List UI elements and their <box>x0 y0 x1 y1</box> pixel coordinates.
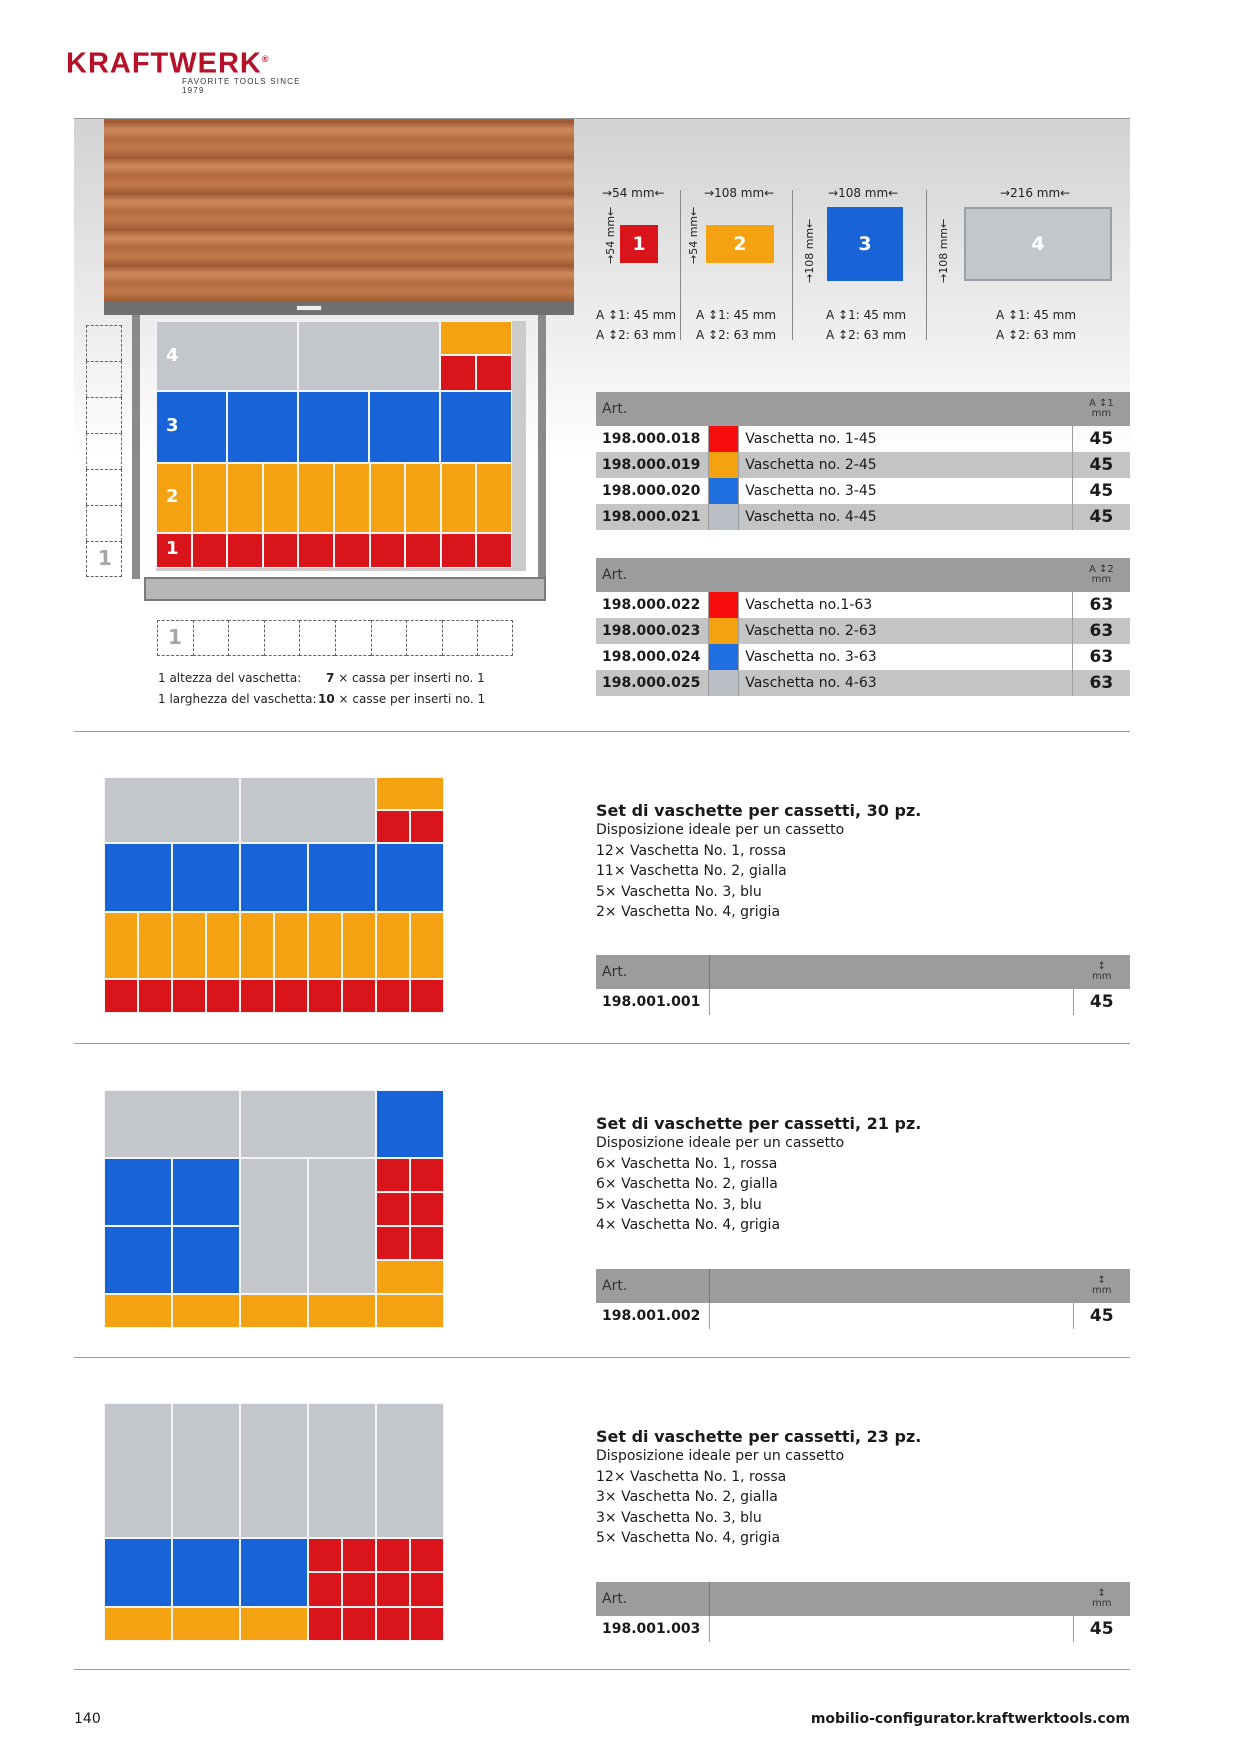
header-height: A ↕1 mm <box>1072 392 1130 426</box>
set-line: 12× Vaschetta No. 1, rossa <box>596 1468 787 1485</box>
set-3-layout <box>104 1403 446 1641</box>
registered-mark: ® <box>261 54 270 64</box>
drawer-layout-diagram <box>156 321 526 571</box>
set-line: 5× Vaschetta No. 3, blu <box>596 1196 762 1213</box>
bin-width-label: →54 mm← <box>602 186 665 200</box>
bin-3-swatch: 3 <box>827 207 903 281</box>
article-table-45 <box>596 392 1130 530</box>
bin-a1: A ↕1: 45 mm <box>996 308 1077 322</box>
workbench-top-image <box>104 119 574 301</box>
brand-name: KRAFTWERK <box>66 47 262 80</box>
set-2-table: Art. ↕ mm 198.001.002 45 <box>596 1269 1130 1329</box>
bin-a2: A ↕2: 63 mm <box>826 328 907 342</box>
set-1-info <box>596 801 1130 923</box>
article-table-63 <box>596 558 1130 696</box>
set-line: 11× Vaschetta No. 2, gialla <box>596 863 787 880</box>
set-line: 5× Vaschetta No. 4, grigia <box>596 1530 781 1547</box>
set-1-layout <box>104 777 446 1015</box>
set-2-info <box>596 1114 1130 1236</box>
cabinet-side <box>538 315 546 579</box>
set-1-table: Art. ↕ mm 198.001.001 45 <box>596 955 1130 1015</box>
header-height: A ↕2 mm <box>1072 558 1130 592</box>
note-height-count: 7 <box>326 671 335 685</box>
bin-height-label: →108 mm← <box>937 218 950 283</box>
ghost-label: 1 <box>98 546 112 570</box>
table-row: 198.000.018 Vaschetta no. 1-45 45 <box>596 426 1130 452</box>
bin-a1: A ↕1: 45 mm <box>696 308 777 322</box>
note-height-text: × cassa per inserti no. 1 <box>338 671 485 685</box>
set-line: Disposizione ideale per un cassetto <box>596 822 845 838</box>
bin-width-label: →108 mm← <box>828 186 899 200</box>
set-line: 6× Vaschetta No. 1, rossa <box>596 1155 778 1172</box>
header-height: ↕ mm <box>1073 1582 1130 1616</box>
set-line: 12× Vaschetta No. 1, rossa <box>596 842 787 859</box>
set-title: Set di vaschette per cassetti, 21 pz. <box>596 1114 922 1133</box>
bin-height-label: →54 mm← <box>604 206 617 264</box>
drawer-front <box>144 577 546 601</box>
divider <box>74 731 1130 732</box>
bin-a2: A ↕2: 63 mm <box>696 328 777 342</box>
bin-width-label: →216 mm← <box>1000 186 1071 200</box>
bin-4-swatch: 4 <box>964 207 1112 281</box>
divider <box>74 1043 1130 1044</box>
table-row: 198.000.024 Vaschetta no. 3-63 63 <box>596 644 1130 670</box>
note-width-label: 1 larghezza del vaschetta: <box>158 692 317 706</box>
page-number: 140 <box>74 1711 101 1727</box>
divider <box>680 190 681 340</box>
ghost-height-column <box>86 325 124 575</box>
footer-url[interactable]: mobilio-configurator.kraftwerktools.com <box>810 1711 1130 1727</box>
bin-height-label: →108 mm← <box>803 218 816 283</box>
table-row: 198.001.002 45 <box>596 1303 1130 1329</box>
set-title: Set di vaschette per cassetti, 30 pz. <box>596 801 922 820</box>
bin-dimensions <box>596 180 1130 350</box>
bin-a1: A ↕1: 45 mm <box>826 308 907 322</box>
set-line: Disposizione ideale per un cassetto <box>596 1448 845 1464</box>
ghost-label: 1 <box>168 625 182 649</box>
header-art: Art. <box>596 558 708 592</box>
set-3-table: Art. ↕ mm 198.001.003 45 <box>596 1582 1130 1642</box>
ghost-width-row <box>157 620 517 656</box>
table-row: 198.000.020 Vaschetta no. 3-45 45 <box>596 478 1130 504</box>
table-row: 198.000.019 Vaschetta no. 2-45 45 <box>596 452 1130 478</box>
bin-a2: A ↕2: 63 mm <box>996 328 1077 342</box>
row-label: 2 <box>166 486 179 507</box>
bin-height-label: →54 mm← <box>687 206 700 264</box>
divider <box>792 190 793 340</box>
set-line: 3× Vaschetta No. 3, blu <box>596 1509 762 1526</box>
row-label: 1 <box>166 538 179 559</box>
header-art: Art. <box>596 392 708 426</box>
table-row: 198.001.001 45 <box>596 989 1130 1015</box>
divider <box>926 190 927 340</box>
set-line: 4× Vaschetta No. 4, grigia <box>596 1217 781 1234</box>
note-width-count: 10 <box>318 692 335 706</box>
set-3-info <box>596 1427 1130 1549</box>
bin-width-label: →108 mm← <box>704 186 775 200</box>
header-height: ↕ mm <box>1073 1269 1130 1303</box>
bin-2-swatch: 2 <box>706 225 774 263</box>
set-line: 5× Vaschetta No. 3, blu <box>596 883 762 900</box>
set-line: 2× Vaschetta No. 4, grigia <box>596 904 781 921</box>
bin-1-swatch: 1 <box>620 225 658 263</box>
set-title: Set di vaschette per cassetti, 23 pz. <box>596 1427 922 1446</box>
cabinet-side <box>132 315 140 579</box>
table-row: 198.000.023 Vaschetta no. 2-63 63 <box>596 618 1130 644</box>
note-height-label: 1 altezza del vaschetta: <box>158 671 302 685</box>
bin-a1: A ↕1: 45 mm <box>596 308 677 322</box>
set-line: Disposizione ideale per un cassetto <box>596 1135 845 1151</box>
row-label: 4 <box>166 345 179 366</box>
set-line: 6× Vaschetta No. 2, gialla <box>596 1176 778 1193</box>
row-label: 3 <box>166 415 179 436</box>
note-width-text: × casse per inserti no. 1 <box>338 692 486 706</box>
table-row: 198.001.003 45 <box>596 1616 1130 1642</box>
drawer-notes <box>158 668 485 710</box>
set-line: 3× Vaschetta No. 2, gialla <box>596 1489 778 1506</box>
table-row: 198.000.025 Vaschetta no. 4-63 63 <box>596 670 1130 696</box>
drawer-handle <box>296 305 322 311</box>
table-row: 198.000.022 Vaschetta no.1-63 63 <box>596 592 1130 618</box>
divider <box>74 1669 1130 1670</box>
brand-tagline: FAVORITE TOOLS SINCE 1979 <box>182 76 301 95</box>
divider <box>74 1357 1130 1358</box>
header-height: ↕ mm <box>1073 955 1130 989</box>
set-2-layout <box>104 1090 446 1328</box>
bin-a2: A ↕2: 63 mm <box>596 328 677 342</box>
brand-logo <box>66 44 326 95</box>
table-row: 198.000.021 Vaschetta no. 4-45 45 <box>596 504 1130 530</box>
